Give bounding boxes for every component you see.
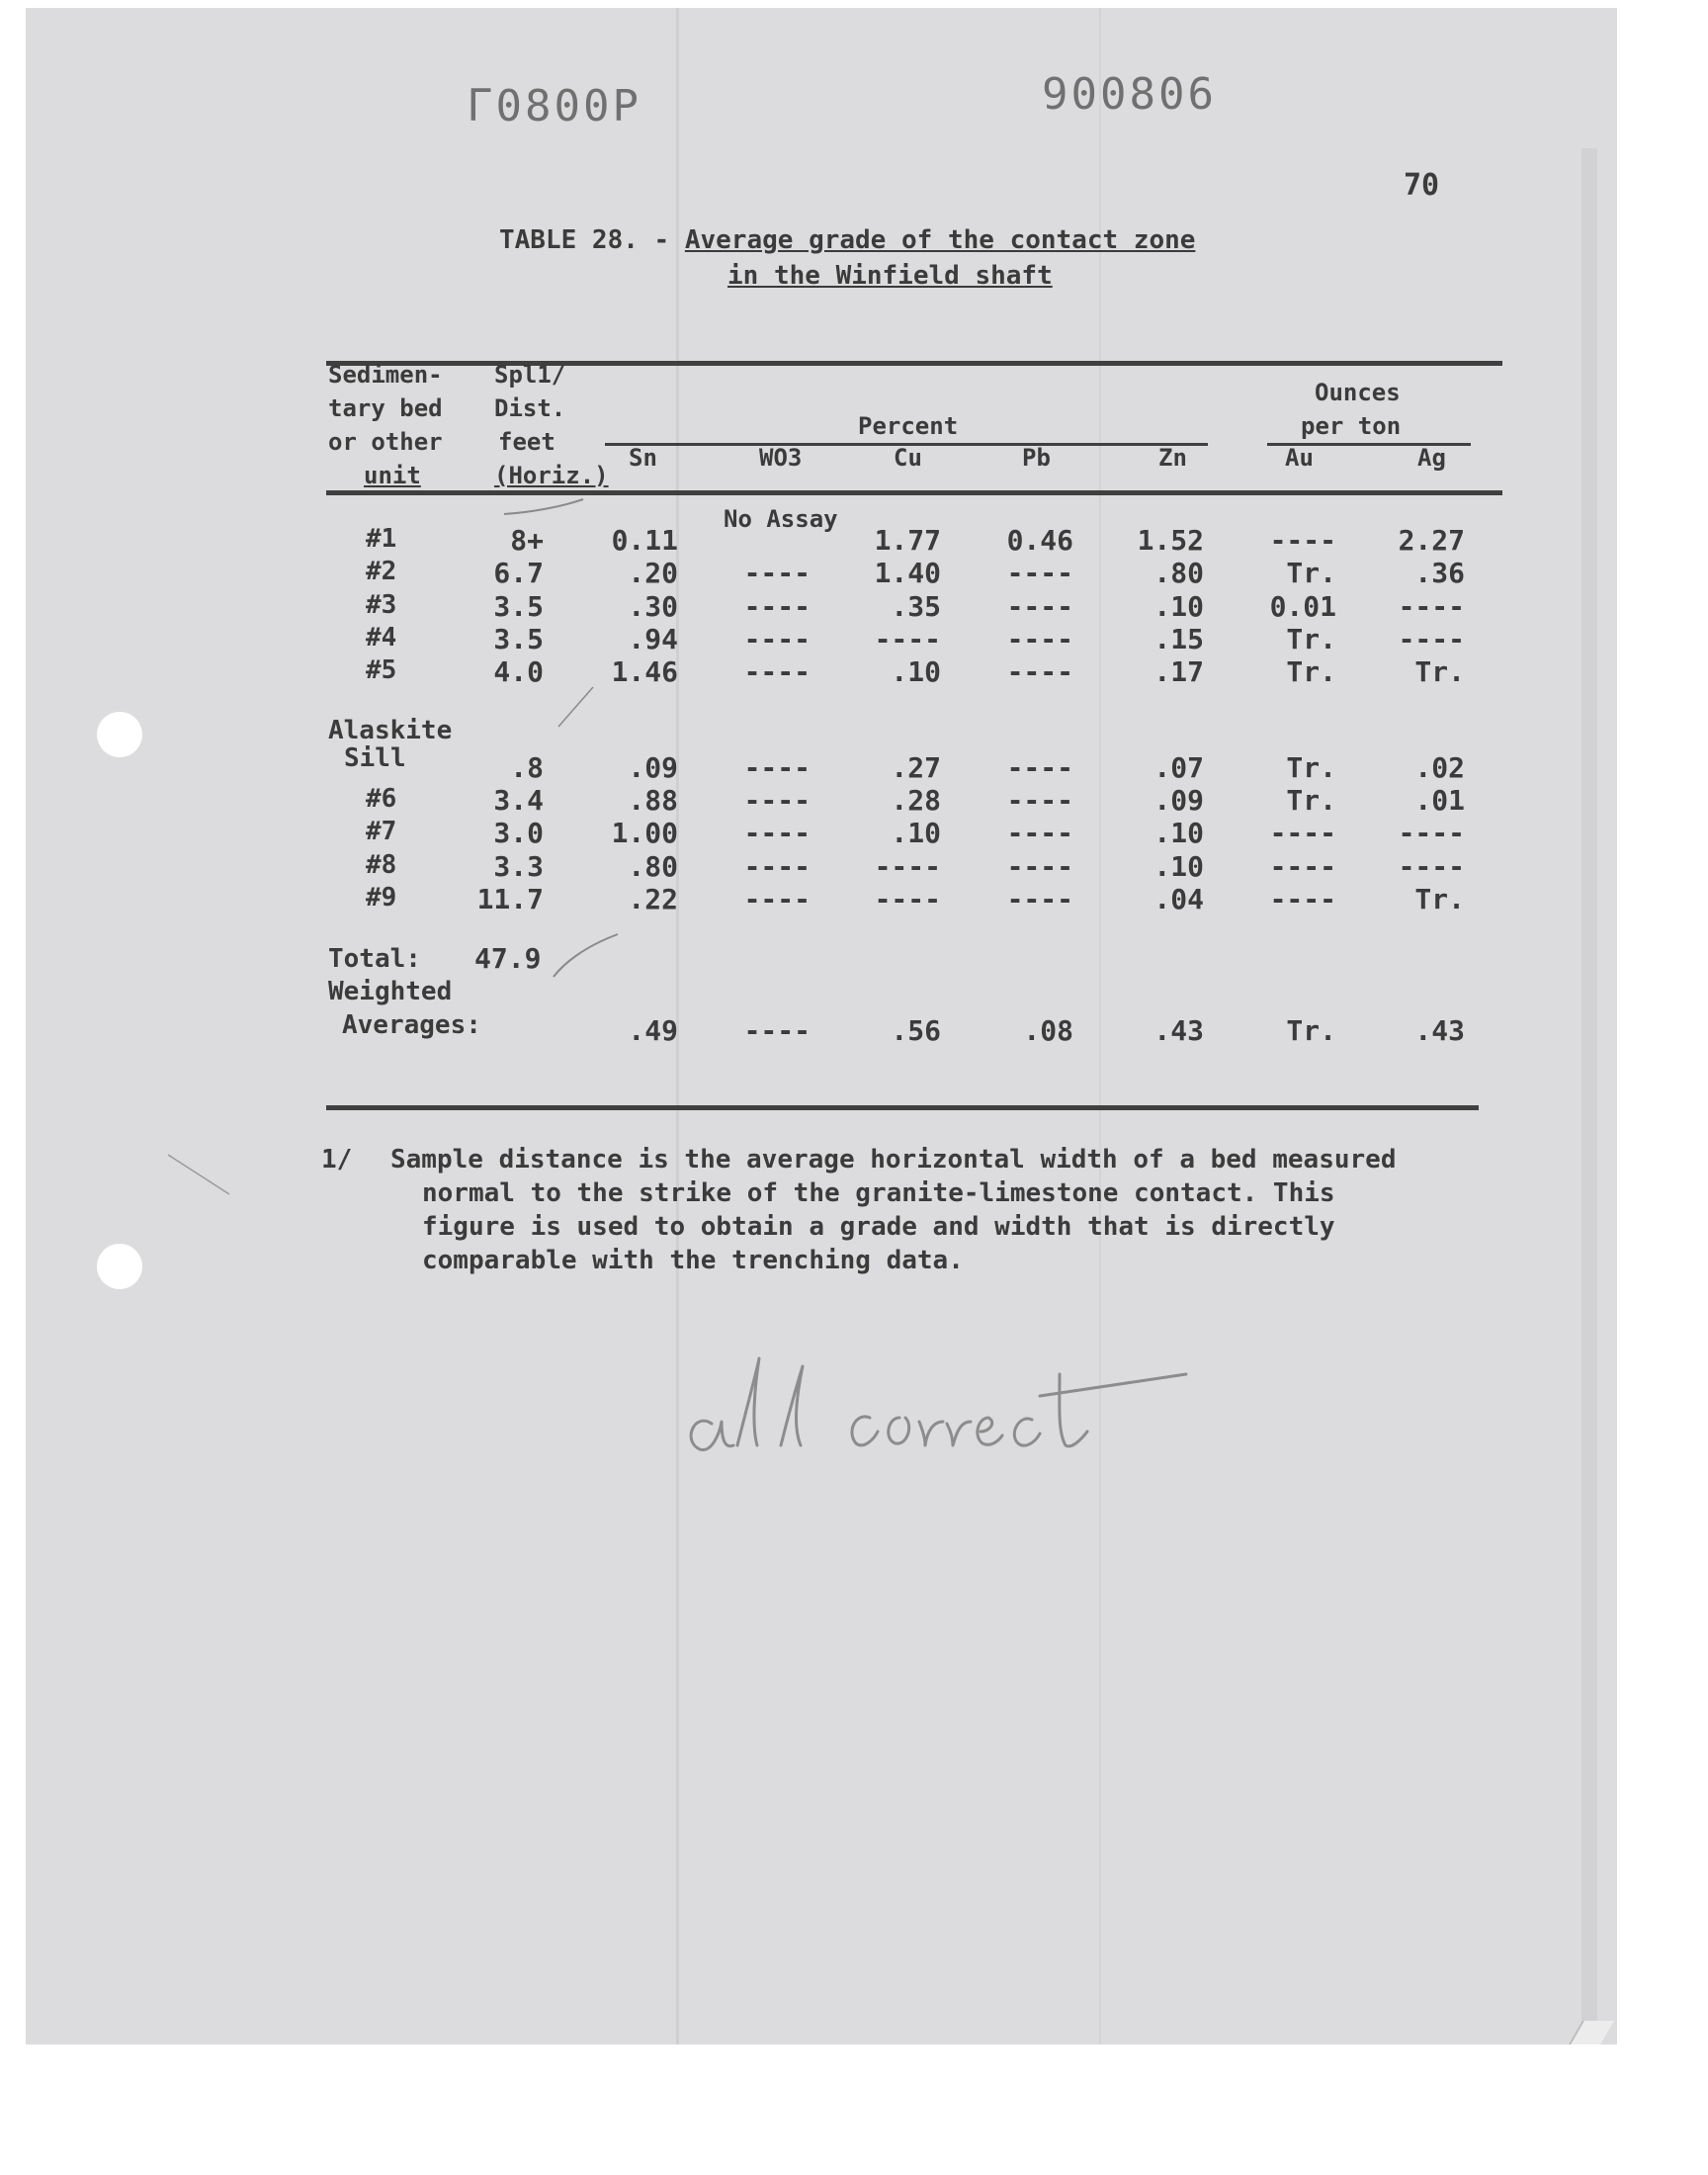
avg-wo3: ---- bbox=[743, 1014, 811, 1047]
row-pb: ---- bbox=[1006, 623, 1073, 655]
row-pb: ---- bbox=[1006, 557, 1073, 589]
row-wo3: ---- bbox=[743, 655, 811, 688]
row-unit: #9 bbox=[366, 883, 397, 913]
header-zn: Zn bbox=[1158, 444, 1187, 472]
row-au: ---- bbox=[1269, 524, 1336, 557]
header-cu: Cu bbox=[894, 444, 922, 472]
row-cu: .10 bbox=[891, 817, 941, 849]
row-sn: .30 bbox=[628, 590, 678, 623]
row-pb: 0.46 bbox=[1006, 524, 1073, 557]
row-au: Tr. bbox=[1286, 784, 1336, 817]
row-sn: .80 bbox=[628, 850, 678, 883]
row-unit: #1 bbox=[366, 524, 397, 554]
row-dist: 11.7 bbox=[476, 883, 544, 915]
row-wo3-no-assay: No Assay bbox=[724, 505, 838, 533]
header-pb: Pb bbox=[1022, 444, 1051, 472]
row-pb: ---- bbox=[1006, 655, 1073, 688]
row-cu: ---- bbox=[874, 850, 941, 883]
stamp-number-right: 900806 bbox=[1042, 69, 1217, 120]
row-pb: ---- bbox=[1006, 590, 1073, 623]
row-cu: ---- bbox=[874, 623, 941, 655]
row-ag: 2.27 bbox=[1398, 524, 1465, 557]
avg-pb: .08 bbox=[1023, 1014, 1073, 1047]
row-sn: 1.46 bbox=[611, 655, 678, 688]
footnote-line: normal to the strike of the granite-limestone contact. This bbox=[422, 1178, 1335, 1208]
page-number: 70 bbox=[1404, 168, 1440, 203]
row-dist: 4.0 bbox=[493, 655, 544, 688]
row-au: Tr. bbox=[1286, 557, 1336, 589]
row-wo3: ---- bbox=[743, 850, 811, 883]
handwritten-note-all-correct bbox=[672, 1315, 1206, 1483]
group-label-alaskite: Alaskite bbox=[328, 716, 453, 745]
row-unit: #8 bbox=[366, 850, 397, 880]
footnote-mark: 1/ bbox=[321, 1145, 353, 1174]
row-ag: ---- bbox=[1398, 850, 1465, 883]
table-title-prefix: TABLE 28. - bbox=[499, 225, 670, 255]
row-wo3: ---- bbox=[743, 784, 811, 817]
row-unit: #7 bbox=[366, 817, 397, 846]
footnote-line: Sample distance is the average horizontal width of a bed measured bbox=[390, 1145, 1397, 1174]
row-sn: .88 bbox=[628, 784, 678, 817]
header-unit: Sedimen- tary bed or other unit bbox=[328, 361, 443, 489]
row-wo3: ---- bbox=[743, 557, 811, 589]
total-value: 47.9 bbox=[474, 942, 542, 975]
total-label: Total: bbox=[328, 944, 421, 974]
row-dist: 3.5 bbox=[493, 590, 544, 623]
row-sn: .22 bbox=[628, 883, 678, 915]
row-pb: ---- bbox=[1006, 817, 1073, 849]
stamp-number-left: Γ0800P bbox=[467, 81, 641, 131]
header-per-ton: per ton bbox=[1301, 412, 1402, 440]
row-zn: .10 bbox=[1153, 850, 1204, 883]
row-ag: Tr. bbox=[1414, 883, 1465, 915]
row-cu: .10 bbox=[891, 655, 941, 688]
row-dist: .8 bbox=[510, 751, 544, 784]
table-title-line2: in the Winfield shaft bbox=[727, 261, 1053, 291]
footnote-body bbox=[390, 1143, 1507, 1277]
row-ag: .36 bbox=[1414, 557, 1465, 589]
row-zn: .04 bbox=[1153, 883, 1204, 915]
row-sn: .09 bbox=[628, 751, 678, 784]
row-dist: 3.4 bbox=[493, 784, 544, 817]
row-zn: 1.52 bbox=[1137, 524, 1204, 557]
averages-label: Averages: bbox=[342, 1010, 481, 1040]
row-ag: ---- bbox=[1398, 623, 1465, 655]
header-percent: Percent bbox=[858, 412, 959, 440]
header-ag: Ag bbox=[1417, 444, 1446, 472]
row-zn: .07 bbox=[1153, 751, 1204, 784]
row-pb: ---- bbox=[1006, 883, 1073, 915]
row-wo3: ---- bbox=[743, 883, 811, 915]
row-au: ---- bbox=[1269, 883, 1336, 915]
row-wo3: ---- bbox=[743, 751, 811, 784]
row-au: 0.01 bbox=[1269, 590, 1336, 623]
row-ag: Tr. bbox=[1414, 655, 1465, 688]
row-zn: .10 bbox=[1153, 590, 1204, 623]
avg-cu: .56 bbox=[891, 1014, 941, 1047]
row-dist: 3.3 bbox=[493, 850, 544, 883]
row-unit: #2 bbox=[366, 557, 397, 586]
row-zn: .80 bbox=[1153, 557, 1204, 589]
row-au: ---- bbox=[1269, 850, 1336, 883]
row-unit: #5 bbox=[366, 655, 397, 685]
row-ag: ---- bbox=[1398, 590, 1465, 623]
row-zn: .09 bbox=[1153, 784, 1204, 817]
row-wo3: ---- bbox=[743, 817, 811, 849]
row-zn: .17 bbox=[1153, 655, 1204, 688]
row-pb: ---- bbox=[1006, 751, 1073, 784]
row-cu: 1.77 bbox=[874, 524, 941, 557]
row-sn: 1.00 bbox=[611, 817, 678, 849]
footnote-line: figure is used to obtain a grade and width that is directly bbox=[422, 1212, 1335, 1242]
row-cu: .35 bbox=[891, 590, 941, 623]
avg-sn: .49 bbox=[628, 1014, 678, 1047]
row-cu: .27 bbox=[891, 751, 941, 784]
header-sample-distance: Spl1/ Dist. feet (Horiz.) bbox=[494, 361, 609, 489]
row-unit: #6 bbox=[366, 784, 397, 814]
row-dist: 3.0 bbox=[493, 817, 544, 849]
weighted-label: Weighted bbox=[328, 977, 453, 1006]
row-pb: ---- bbox=[1006, 850, 1073, 883]
row-cu: .28 bbox=[891, 784, 941, 817]
row-wo3: ---- bbox=[743, 623, 811, 655]
row-au: Tr. bbox=[1286, 623, 1336, 655]
header-wo3: WO3 bbox=[759, 444, 803, 472]
row-zn: .15 bbox=[1153, 623, 1204, 655]
header-sn: Sn bbox=[629, 444, 657, 472]
row-au: ---- bbox=[1269, 817, 1336, 849]
row-wo3: ---- bbox=[743, 590, 811, 623]
row-ag: ---- bbox=[1398, 817, 1465, 849]
avg-au: Tr. bbox=[1286, 1014, 1336, 1047]
row-dist: 3.5 bbox=[493, 623, 544, 655]
row-zn: .10 bbox=[1153, 817, 1204, 849]
table-title-line1: Average grade of the contact zone bbox=[684, 225, 1196, 255]
row-sn: .20 bbox=[628, 557, 678, 589]
footnote-line: comparable with the trenching data. bbox=[422, 1246, 964, 1275]
row-cu: 1.40 bbox=[874, 557, 941, 589]
row-cu: ---- bbox=[874, 883, 941, 915]
row-dist: 6.7 bbox=[493, 557, 544, 589]
avg-zn: .43 bbox=[1153, 1014, 1204, 1047]
row-pb: ---- bbox=[1006, 784, 1073, 817]
row-sn: .94 bbox=[628, 623, 678, 655]
group-label-sill: Sill bbox=[344, 743, 406, 773]
row-ag: .02 bbox=[1414, 751, 1465, 784]
row-au: Tr. bbox=[1286, 751, 1336, 784]
row-dist: 8+ bbox=[510, 524, 544, 557]
avg-ag: .43 bbox=[1414, 1014, 1465, 1047]
row-au: Tr. bbox=[1286, 655, 1336, 688]
row-unit: #4 bbox=[366, 623, 397, 652]
header-ounces: Ounces bbox=[1315, 379, 1401, 406]
row-unit: #3 bbox=[366, 590, 397, 620]
header-au: Au bbox=[1285, 444, 1314, 472]
row-ag: .01 bbox=[1414, 784, 1465, 817]
row-sn: 0.11 bbox=[611, 524, 678, 557]
